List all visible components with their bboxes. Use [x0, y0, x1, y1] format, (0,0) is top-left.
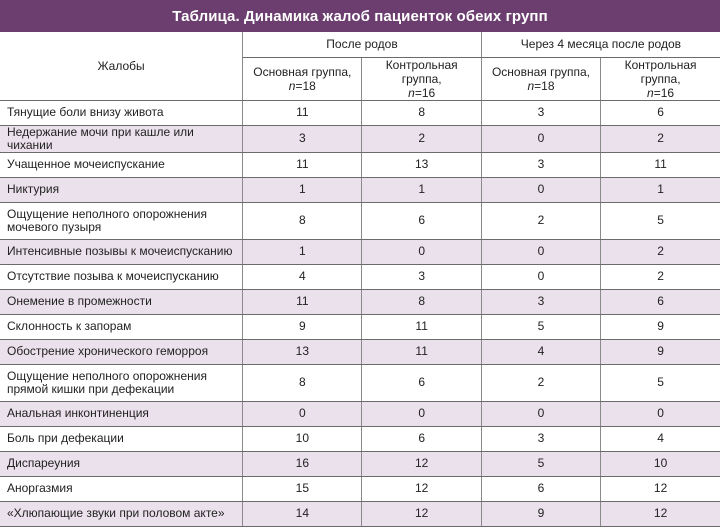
value-cell: 10	[601, 451, 720, 476]
value-cell: 5	[601, 202, 720, 239]
complaint-label: Интенсивные позывы к мочеиспусканию	[0, 239, 243, 264]
value-cell: 0	[481, 239, 600, 264]
complaint-label: Аноргазмия	[0, 476, 243, 501]
value-cell: 3	[481, 426, 600, 451]
table-row	[0, 239, 720, 264]
header-four-months: Через 4 месяца после родов	[481, 32, 720, 57]
complaint-label: Ощущение неполного опорожнения мочевого пузыря	[0, 202, 243, 239]
value-cell: 12	[362, 451, 481, 476]
complaint-label: Ощущение неполного опорожнения прямой кишки при дефекации	[0, 364, 243, 401]
value-cell: 0	[481, 264, 600, 289]
value-cell: 2	[601, 125, 720, 152]
value-cell: 13	[362, 152, 481, 177]
complaint-label: Диспареуния	[0, 451, 243, 476]
complaint-label: Недержание мочи при кашле или чихании	[0, 125, 243, 152]
table-row	[0, 125, 720, 152]
value-cell: 2	[601, 239, 720, 264]
table-row	[0, 476, 720, 501]
value-cell: 2	[362, 125, 481, 152]
table-row	[0, 152, 720, 177]
complaint-label: Учащенное мочеиспускание	[0, 152, 243, 177]
complaint-label: Склонность к запорам	[0, 314, 243, 339]
value-cell: 6	[601, 289, 720, 314]
complaint-label: Никтурия	[0, 177, 243, 202]
table-title: Таблица. Динамика жалоб пациенток обеих групп	[0, 0, 720, 32]
complaint-label: Обострение хронического геморроя	[0, 339, 243, 364]
header-complaints: Жалобы	[0, 32, 243, 100]
table-row	[0, 501, 720, 526]
value-cell: 12	[362, 476, 481, 501]
header-after-birth: После родов	[243, 32, 482, 57]
complaint-label: Онемение в промежности	[0, 289, 243, 314]
value-cell: 9	[601, 314, 720, 339]
header-main-group-1: Основная группа, n=18	[243, 57, 362, 100]
table-row	[0, 264, 720, 289]
value-cell: 6	[601, 100, 720, 125]
value-cell: 11	[362, 314, 481, 339]
value-cell: 12	[362, 501, 481, 526]
value-cell: 8	[243, 202, 362, 239]
value-cell: 1	[243, 239, 362, 264]
value-cell: 2	[601, 264, 720, 289]
complaint-label: «Хлюпающие звуки при половом акте»	[0, 501, 243, 526]
value-cell: 0	[362, 239, 481, 264]
value-cell: 0	[601, 401, 720, 426]
value-cell: 11	[601, 152, 720, 177]
value-cell: 13	[243, 339, 362, 364]
value-cell: 11	[362, 339, 481, 364]
complaints-table	[0, 32, 720, 527]
value-cell: 12	[601, 501, 720, 526]
value-cell: 3	[481, 100, 600, 125]
value-cell: 5	[481, 451, 600, 476]
value-cell: 6	[362, 364, 481, 401]
header-control-group-2: Контрольная группа, n=16	[601, 57, 720, 100]
table-row	[0, 426, 720, 451]
table-row	[0, 202, 720, 239]
value-cell: 11	[243, 152, 362, 177]
table-row	[0, 289, 720, 314]
value-cell: 1	[243, 177, 362, 202]
value-cell: 16	[243, 451, 362, 476]
value-cell: 8	[362, 289, 481, 314]
value-cell: 9	[243, 314, 362, 339]
header-main-group-2: Основная группа, n=18	[481, 57, 600, 100]
value-cell: 3	[481, 152, 600, 177]
table-row	[0, 339, 720, 364]
value-cell: 4	[481, 339, 600, 364]
complaint-label: Боль при дефекации	[0, 426, 243, 451]
table-row	[0, 451, 720, 476]
complaint-label: Анальная инконтиненция	[0, 401, 243, 426]
value-cell: 4	[243, 264, 362, 289]
value-cell: 8	[362, 100, 481, 125]
table-row	[0, 177, 720, 202]
table-row	[0, 314, 720, 339]
value-cell: 14	[243, 501, 362, 526]
value-cell: 0	[481, 177, 600, 202]
value-cell: 12	[601, 476, 720, 501]
value-cell: 3	[362, 264, 481, 289]
value-cell: 15	[243, 476, 362, 501]
value-cell: 0	[481, 401, 600, 426]
value-cell: 3	[243, 125, 362, 152]
value-cell: 2	[481, 202, 600, 239]
value-cell: 11	[243, 100, 362, 125]
value-cell: 1	[601, 177, 720, 202]
value-cell: 5	[481, 314, 600, 339]
value-cell: 3	[481, 289, 600, 314]
table-row	[0, 364, 720, 401]
value-cell: 0	[481, 125, 600, 152]
header-control-group-1: Контрольная группа, n=16	[362, 57, 481, 100]
value-cell: 9	[481, 501, 600, 526]
value-cell: 11	[243, 289, 362, 314]
table-row	[0, 401, 720, 426]
value-cell: 6	[362, 202, 481, 239]
value-cell: 4	[601, 426, 720, 451]
value-cell: 9	[601, 339, 720, 364]
value-cell: 10	[243, 426, 362, 451]
value-cell: 0	[243, 401, 362, 426]
value-cell: 6	[481, 476, 600, 501]
value-cell: 2	[481, 364, 600, 401]
table-row	[0, 100, 720, 125]
value-cell: 0	[362, 401, 481, 426]
value-cell: 5	[601, 364, 720, 401]
value-cell: 1	[362, 177, 481, 202]
value-cell: 8	[243, 364, 362, 401]
complaint-label: Отсутствие позыва к мочеиспусканию	[0, 264, 243, 289]
complaint-label: Тянущие боли внизу живота	[0, 100, 243, 125]
value-cell: 6	[362, 426, 481, 451]
